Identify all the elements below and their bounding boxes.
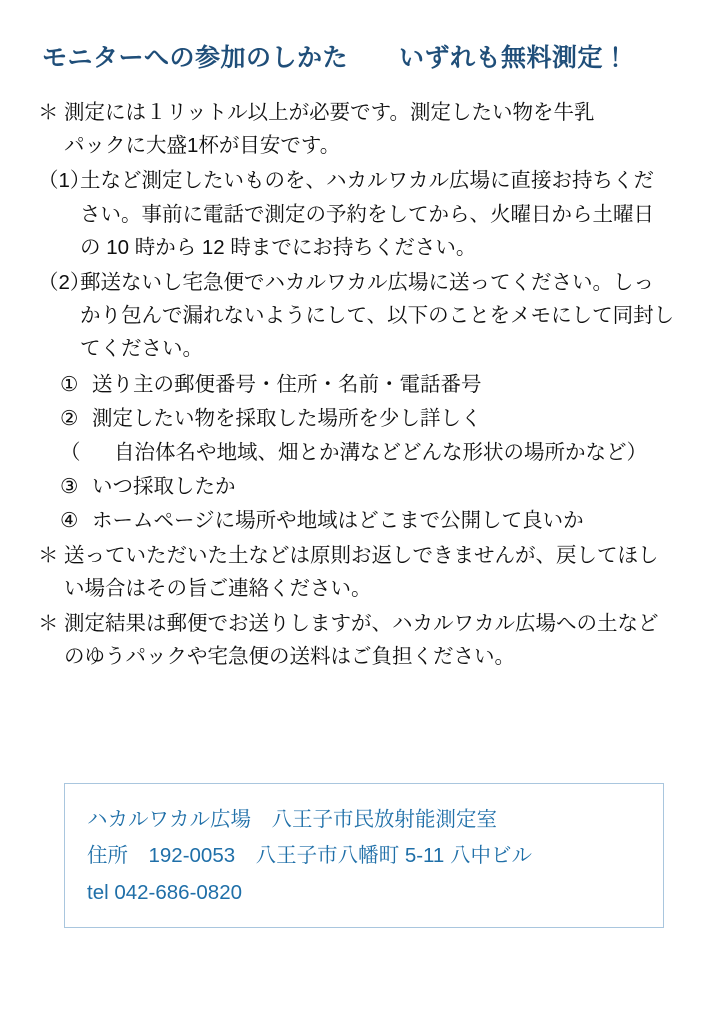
paragraph-line: 測定には１リットル以上が必要です。測定したい物を牛乳 <box>64 101 595 124</box>
contact-box <box>64 783 664 928</box>
paragraph-text <box>92 402 689 435</box>
paragraph-line: 自治体名や地域、畑とか溝などどんな形状の場所かなど） <box>114 441 647 465</box>
paragraph-text <box>114 436 689 469</box>
paragraph-text <box>80 266 689 366</box>
paragraph-line: ホームページに場所や地域はどこまで公開して良いか <box>92 509 584 533</box>
paragraph-line: のゆうパックや宅急便の送料はご負担ください。 <box>64 645 515 669</box>
contact-address: 住所 192-0053 八王子市八幡町 5-11 八中ビル <box>87 844 533 868</box>
paragraph-text <box>64 96 689 162</box>
list-marker: ① <box>60 372 79 396</box>
paragraph-line: パックに大盛1杯が目安です。 <box>64 134 341 158</box>
page-title: モニターへの参加のしかた いずれも無料測定！ <box>42 44 629 72</box>
list-marker: （ <box>60 441 81 465</box>
paragraph-text <box>80 164 689 264</box>
list-marker: ② <box>60 406 79 430</box>
paragraph-line: かり包んで漏れないようにして、以下のことをメモにして同封し <box>80 304 675 328</box>
paragraph-item <box>38 504 689 537</box>
list-marker: （1） <box>38 169 91 193</box>
paragraph-item <box>38 402 689 435</box>
paragraph-text <box>92 470 689 503</box>
paragraph-text <box>64 607 689 673</box>
paragraph-line: い場合はその旨ご連絡ください。 <box>64 576 372 600</box>
paragraph-item <box>38 436 689 469</box>
document-body <box>38 96 689 673</box>
paragraph-item <box>38 368 689 401</box>
paragraph-line: 測定したい物を採取した場所を少し詳しく <box>92 406 482 430</box>
paragraph-text <box>92 504 689 537</box>
paragraph-line: 測定結果は郵便でお送りしますが、ハカルワカル広場への土など <box>64 612 659 636</box>
paragraph-text <box>92 368 689 401</box>
paragraph-item <box>38 607 689 673</box>
contact-telephone: tel 042-686-0820 <box>87 880 243 904</box>
paragraph-item <box>38 164 689 264</box>
paragraph-line: 送り主の郵便番号・住所・名前・電話番号 <box>92 372 482 396</box>
list-marker: ＊ <box>38 101 59 124</box>
paragraph-line: いつ採取したか <box>92 475 236 499</box>
list-marker: （2） <box>38 271 91 295</box>
paragraph-item <box>38 539 689 605</box>
paragraph-line: てください。 <box>80 337 203 361</box>
paragraph-line: さい。事前に電話で測定の予約をしてから、火曜日から土曜日 <box>80 202 654 226</box>
list-marker: ③ <box>60 475 79 499</box>
paragraph-item <box>38 96 689 162</box>
paragraph-line: 土など測定したいものを、ハカルワカル広場に直接お持ちくだ <box>80 169 654 193</box>
paragraph-line: 送っていただいた土などは原則お返しできませんが、戻してほし <box>64 543 659 567</box>
paragraph-line: の 10 時から 12 時までにお持ちください。 <box>80 235 477 259</box>
paragraph-line: 郵送ないし宅急便でハカルワカル広場に送ってください。しっ <box>80 271 654 295</box>
list-marker: ＊ <box>38 612 59 636</box>
contact-name: ハカルワカル広場 八王子市民放射能測定室 <box>87 808 497 831</box>
paragraph-text <box>64 539 689 605</box>
list-marker: ④ <box>60 509 79 533</box>
list-marker: ＊ <box>38 543 59 567</box>
paragraph-item <box>38 266 689 366</box>
paragraph-item <box>38 470 689 503</box>
